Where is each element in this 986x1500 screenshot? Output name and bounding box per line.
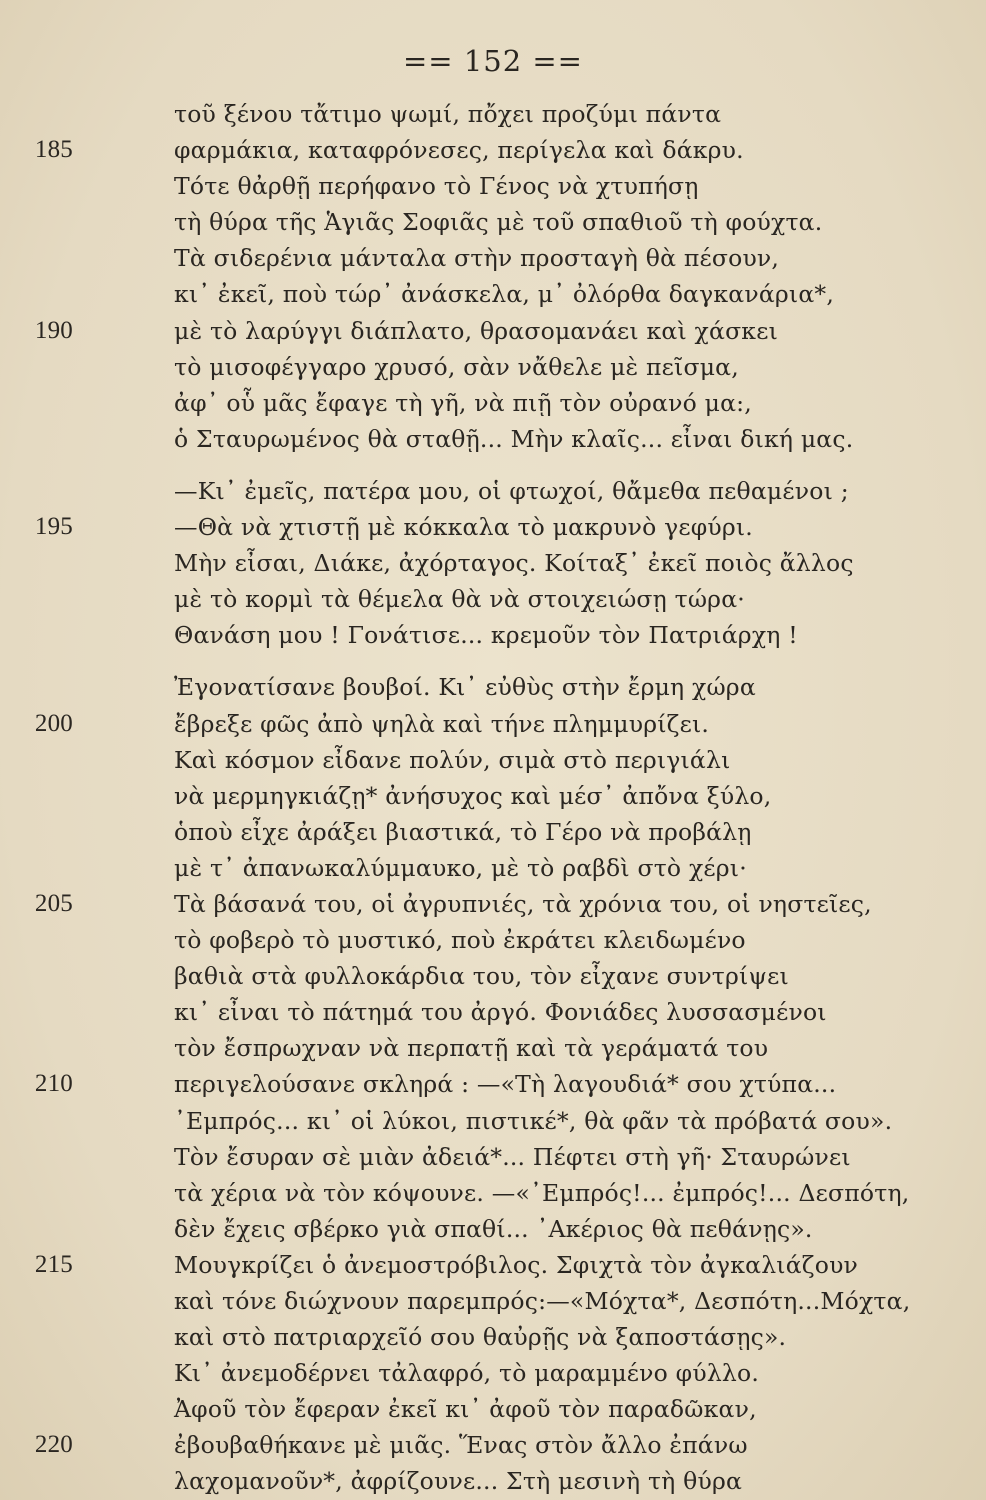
verse-line: [114, 1030, 834, 1066]
verse-text: κι᾿ εἶναι τὸ πάτημά του ἀργό. Φονιάδες λυσσασμένοι: [174, 998, 827, 1027]
verse-text: —Κι᾿ ἐμεῖς, πατέρα μου, οἱ φτωχοί, θἄμεθα πεθαμένοι ;: [174, 476, 849, 505]
page-number: == 152 ==: [403, 44, 583, 78]
verse-text: —Θὰ νὰ χτιστῇ μὲ κόκκαλα τὸ μακρυνὸ γεφύρι.: [174, 513, 753, 542]
verse-line: [34, 132, 834, 168]
verse-text: ἔβρεξε φῶς ἀπὸ ψηλὰ καὶ τήνε πλημμυρίζει.: [174, 709, 710, 738]
verse-line: [114, 385, 834, 421]
verse-line: [114, 778, 834, 814]
verse-line: [114, 994, 834, 1030]
verse-text: καὶ τόνε διώχνουν παρεμπρός:—«Μόχτα*, Δεσπότη...Μόχτα,: [174, 1287, 911, 1315]
verse-text: καὶ στὸ πατριαρχεῖό σου θαὐρῇς νὰ ξαποστάσῃς».: [174, 1323, 787, 1352]
verse-line: [114, 276, 834, 312]
verse-line: [114, 922, 834, 958]
verse-text: λαχομανοῦν*, ἀφρίζουνε... Στὴ μεσινὴ τὴ θύρα: [174, 1467, 743, 1496]
verse-line: [114, 1175, 910, 1211]
verse-line: [114, 421, 854, 457]
verse-text: ᾿Εμπρός... κι᾿ οἱ λύκοι, πιστικέ*, θὰ φᾶν τὰ πρόβατά σου».: [174, 1106, 893, 1135]
verse-line: [114, 96, 834, 132]
verse-text: νὰ μερμηγκιάζῃ* ἀνήσυχος καὶ μέσ᾿ ἀπὄνα ξύλο,: [174, 781, 772, 810]
verse-line: [114, 742, 834, 778]
verse-line: [34, 313, 834, 349]
line-number: 185: [34, 136, 73, 164]
verse-text: μὲ τὸ κορμὶ τὰ θέμελα θὰ νὰ στοιχειώσῃ τώρα·: [174, 585, 745, 614]
verse-text: τὰ χέρια νὰ τὸν κόψουνε. —«᾿Εμπρός!... ἐμπρός!... Δεσπότη,: [174, 1178, 910, 1207]
verse-line: [114, 240, 834, 276]
verse-text: Μουγκρίζει ὁ ἀνεμοστρόβιλος. Σφιχτὰ τὸν ἀγκαλιάζουν: [174, 1250, 859, 1279]
verse-line: [114, 168, 834, 204]
verse-line: [34, 1427, 834, 1463]
verse-text: Ἀφοῦ τὸν ἔφεραν ἐκεῖ κι᾿ ἀφοῦ τὸν παραδῶκαν,: [174, 1395, 757, 1424]
verse-line: [114, 958, 834, 994]
verse-line: [34, 509, 834, 545]
line-number: 210: [34, 1070, 73, 1098]
verse-text: μὲ τ᾿ ἀπανωκαλύμμαυκο, μὲ τὸ ραβδὶ στὸ χέρι·: [174, 853, 747, 882]
verse-line: [114, 473, 849, 509]
verse-line: [114, 1139, 851, 1175]
verse-line: [114, 1283, 911, 1319]
verse-line: [114, 1355, 834, 1391]
stanza-gap: [114, 653, 834, 669]
verse-text: τὸ μισοφέγγαρο χρυσό, σὰν νἄθελε μὲ πεῖσμα,: [174, 352, 739, 381]
verse-line: [34, 886, 872, 922]
verse-line: [114, 545, 854, 581]
line-number: 220: [34, 1431, 73, 1459]
verse-text: κι᾿ ἐκεῖ, ποὺ τώρ᾿ ἀνάσκελα, μ᾿ ὀλόρθα δαγκανάρια*,: [174, 280, 835, 309]
line-number: 195: [34, 513, 73, 541]
verse-text: Τὰ σιδερένια μάνταλα στὴν προσταγὴ θὰ πέσουν,: [174, 244, 780, 273]
verse-text: ὁποὺ εἶχε ἀράξει βιαστικά, τὸ Γέρο νὰ προβάλῃ: [174, 817, 752, 846]
verse-line: [114, 204, 834, 240]
verse-text: ἐβουβαθήκανε μὲ μιᾶς. Ἕνας στὸν ἄλλο ἐπάνω: [174, 1431, 748, 1460]
verse-text: τὴ θύρα τῆς Ἁγιᾶς Σοφιᾶς μὲ τοῦ σπαθιοῦ τὴ φούχτα.: [174, 208, 823, 237]
verse-text: δὲν ἔχεις σβέρκο γιὰ σπαθί... ᾿Ακέριος θὰ πεθάνῃς».: [174, 1214, 813, 1243]
verse-line: [34, 706, 834, 742]
verse-line: [34, 1247, 859, 1283]
line-number: 200: [34, 709, 73, 737]
verse-text: τὸν ἔσπρωχναν νὰ περπατῇ καὶ τὰ γεράματά του: [174, 1034, 769, 1063]
verse-text: φαρμάκια, καταφρόνεσες, περίγελα καὶ δάκρυ.: [174, 136, 744, 165]
verse-text: περιγελούσανε σκληρά : —«Τὴ λαγουδιά* σου χτύπα...: [174, 1070, 837, 1099]
verse-line: [114, 1463, 834, 1499]
verse-text: Κι᾿ ἀνεμοδέρνει τἀλαφρό, τὸ μαραμμένο φύλλο.: [174, 1359, 760, 1388]
verse-text: Καὶ κόσμον εἶδανε πολύν, σιμὰ στὸ περιγιάλι: [174, 745, 731, 774]
verse-text: Τὸν ἔσυραν σὲ μιὰν ἀδειά*... Πέφτει στὴ γῆ· Σταυρώνει: [174, 1142, 851, 1171]
stanza-gap: [114, 457, 834, 473]
verse-line: [114, 349, 834, 385]
verse-text: Τότε θἀρθῇ περήφανο τὸ Γένος νὰ χτυπήσῃ: [174, 172, 699, 201]
line-number: 215: [34, 1250, 73, 1278]
verse-text: Θανάση μου ! Γονάτισε... κρεμοῦν τὸν Πατριάρχη !: [174, 621, 798, 650]
verse-line: [114, 814, 834, 850]
verse-line: [114, 1211, 834, 1247]
verse-line: [114, 617, 834, 653]
verse-line: [114, 581, 834, 617]
verse-text: μὲ τὸ λαρύγγι διάπλατο, θρασομανάει καὶ χάσκει: [174, 316, 778, 345]
verse-line: [114, 1391, 834, 1427]
verse-text: τοῦ ξένου τἄτιμο ψωμί, πὄχει προζύμι πάντα: [174, 100, 722, 128]
verse-text: Μὴν εἶσαι, Διάκε, ἀχόρταγος. Κοίταξ᾿ ἐκεῖ ποιὸς ἄλλος: [174, 549, 854, 578]
verse-line: [114, 850, 834, 886]
verse-text: Ἐγονατίσανε βουβοί. Κι᾿ εὐθὺς στὴν ἔρμη χώρα: [174, 673, 756, 702]
line-number: 205: [34, 889, 73, 917]
verse-text: Τὰ βάσανά του, οἱ ἀγρυπνιές, τὰ χρόνια του, οἱ νηστεῖες,: [174, 889, 872, 918]
verse-text: βαθιὰ στὰ φυλλοκάρδια του, τὸν εἶχανε συντρίψει: [174, 962, 789, 991]
verse-text: ἀφ᾿ οὗ μᾶς ἔφαγε τὴ γῆ, νὰ πιῇ τὸν οὐρανό μα:,: [174, 388, 752, 417]
verse-line: [114, 1103, 893, 1139]
line-number: 190: [34, 316, 73, 344]
poem-text: [34, 96, 911, 1500]
verse-text: τὸ φοβερὸ τὸ μυστικό, ποὺ ἐκράτει κλειδωμένο: [174, 926, 746, 955]
verse-line: [114, 669, 834, 705]
verse-line: [34, 1066, 837, 1102]
verse-text: ὁ Σταυρωμένος θὰ σταθῇ... Μὴν κλαῖς... εἶναι δική μας.: [174, 424, 854, 453]
verse-line: [114, 1319, 834, 1355]
